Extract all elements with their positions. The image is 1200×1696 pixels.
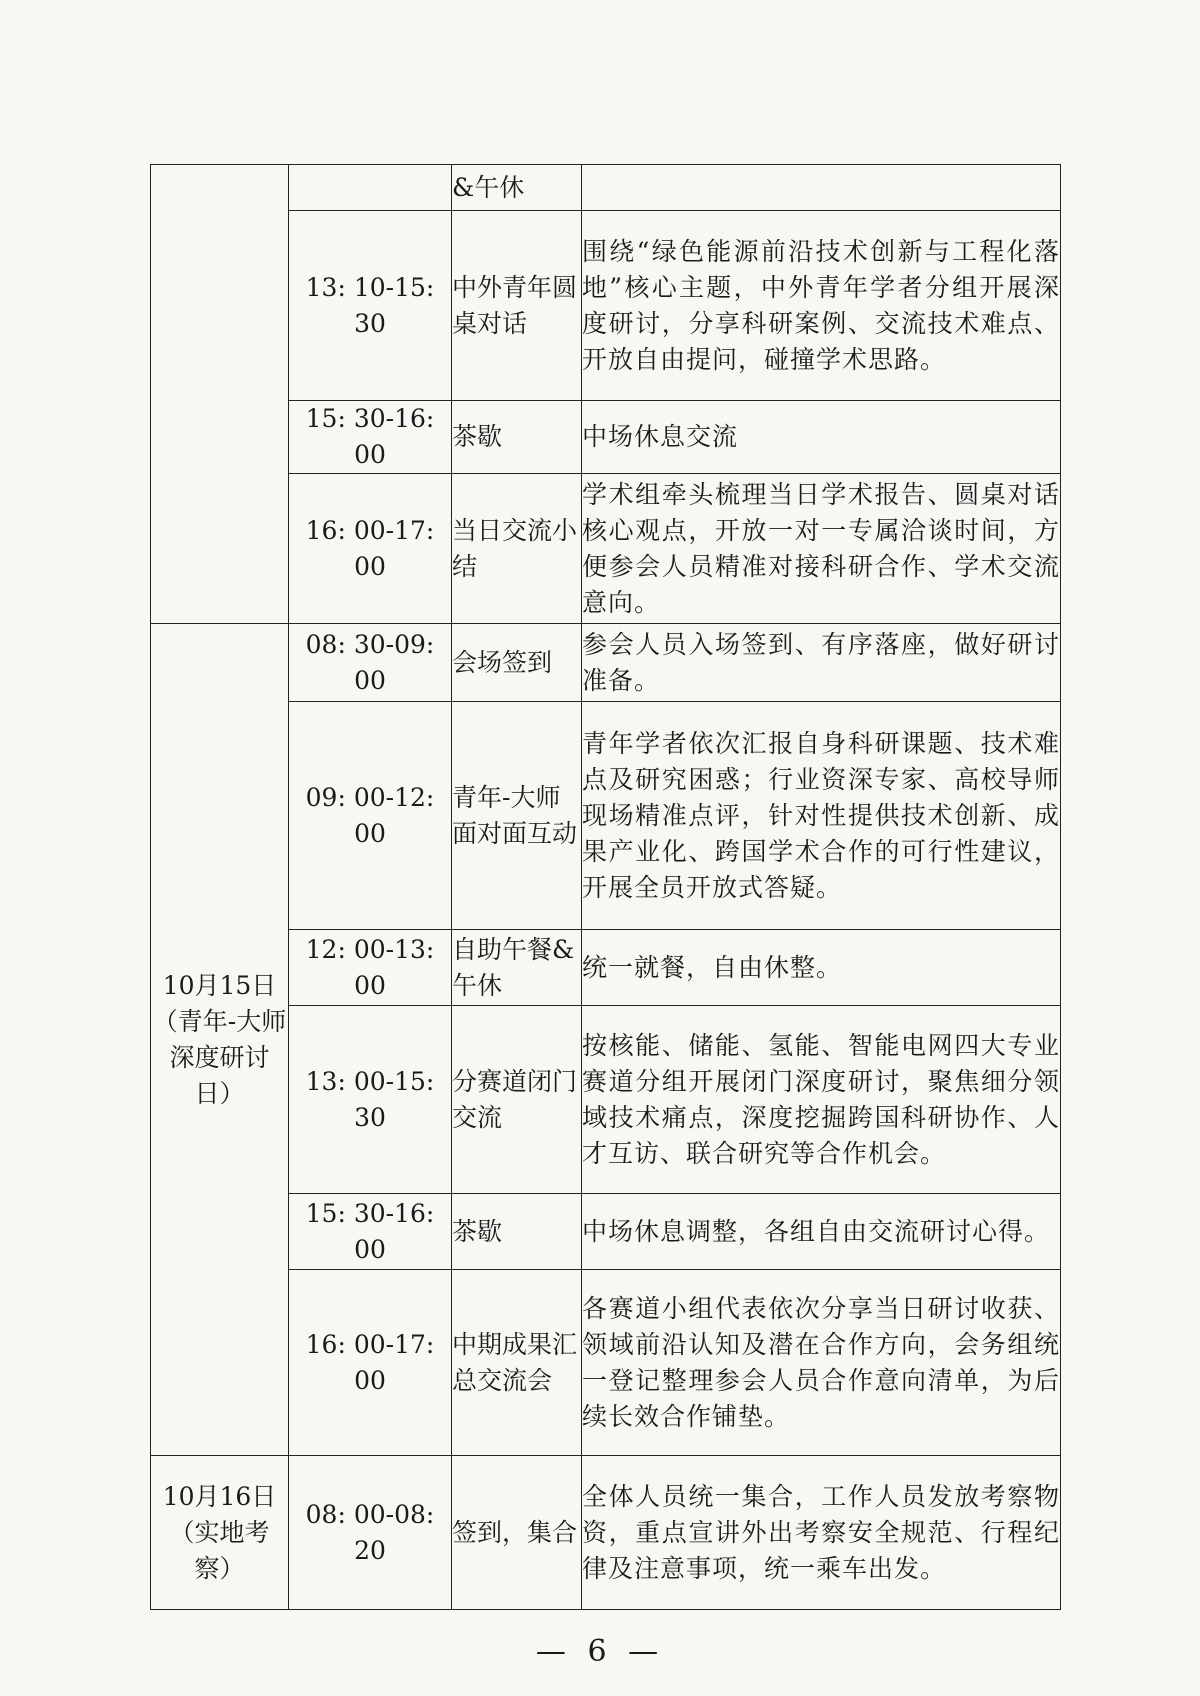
event-cell: 当日交流小结: [452, 474, 582, 624]
time-cell: 09: 00-12: 00: [289, 702, 452, 930]
content-cell: 按核能、储能、氢能、智能电网四大专业赛道分组开展闭门深度研讨，聚焦细分领域技术痛点，深度挖掘跨国科研协作、人才互访、联合研究等合作机会。: [582, 1006, 1061, 1194]
table-row: [151, 165, 1061, 211]
event-cell: 茶歇: [452, 1194, 582, 1270]
content-cell: 全体人员统一集合，工作人员发放考察物资，重点宣讲外出考察安全规范、行程纪律及注意事项，统一乘车出发。: [582, 1456, 1061, 1610]
content-cell: 中场休息交流: [582, 401, 1061, 474]
event-cell: 分赛道闭门交流: [452, 1006, 582, 1194]
event-cell: 茶歇: [452, 401, 582, 474]
content-cell: 各赛道小组代表依次分享当日研讨收获、领域前沿认知及潜在合作方向，会务组统一登记整理参会人员合作意向清单，为后续长效合作铺垫。: [582, 1270, 1061, 1456]
event-cell: 青年-大师面对面互动: [452, 702, 582, 930]
content-cell: 统一就餐，自由休整。: [582, 930, 1061, 1006]
table-row: [151, 1456, 1061, 1610]
day-cell: 10月15日（青年-大师深度研讨日）: [151, 624, 289, 1456]
content-cell: 学术组牵头梳理当日学术报告、圆桌对话核心观点，开放一对一专属洽谈时间，方便参会人员精准对接科研合作、学术交流意向。: [582, 474, 1061, 624]
event-cell: 签到，集合: [452, 1456, 582, 1610]
time-cell: [289, 165, 452, 211]
time-cell: 08: 30-09: 00: [289, 624, 452, 702]
page-number: — 6 —: [535, 1634, 665, 1669]
content-cell: 中场休息调整，各组自由交流研讨心得。: [582, 1194, 1061, 1270]
table-row: [151, 624, 1061, 702]
time-cell: 15: 30-16: 00: [289, 401, 452, 474]
time-cell: 16: 00-17: 00: [289, 474, 452, 624]
event-cell: 自助午餐&午休: [452, 930, 582, 1006]
content-cell: [582, 165, 1061, 211]
time-cell: 13: 10-15: 30: [289, 211, 452, 401]
event-cell: 会场签到: [452, 624, 582, 702]
content-cell: 青年学者依次汇报自身科研课题、技术难点及研究困惑；行业资深专家、高校导师现场精准点评，针对性提供技术创新、成果产业化、跨国学术合作的可行性建议，开展全员开放式答疑。: [582, 702, 1061, 930]
day-cell: [151, 165, 289, 624]
event-cell: 中外青年圆桌对话: [452, 211, 582, 401]
time-cell: 16: 00-17: 00: [289, 1270, 452, 1456]
event-cell: &午休: [452, 165, 582, 211]
time-cell: 13: 00-15: 30: [289, 1006, 452, 1194]
time-cell: 12: 00-13: 00: [289, 930, 452, 1006]
event-cell: 中期成果汇总交流会: [452, 1270, 582, 1456]
day-cell: 10月16日（实地考察）: [151, 1456, 289, 1610]
time-cell: 15: 30-16: 00: [289, 1194, 452, 1270]
schedule-table: [150, 164, 1061, 1610]
content-cell: 参会人员入场签到、有序落座，做好研讨准备。: [582, 624, 1061, 702]
content-cell: 围绕“绿色能源前沿技术创新与工程化落地”核心主题，中外青年学者分组开展深度研讨，分享科研案例、交流技术难点、开放自由提问，碰撞学术思路。: [582, 211, 1061, 401]
time-cell: 08: 00-08: 20: [289, 1456, 452, 1610]
